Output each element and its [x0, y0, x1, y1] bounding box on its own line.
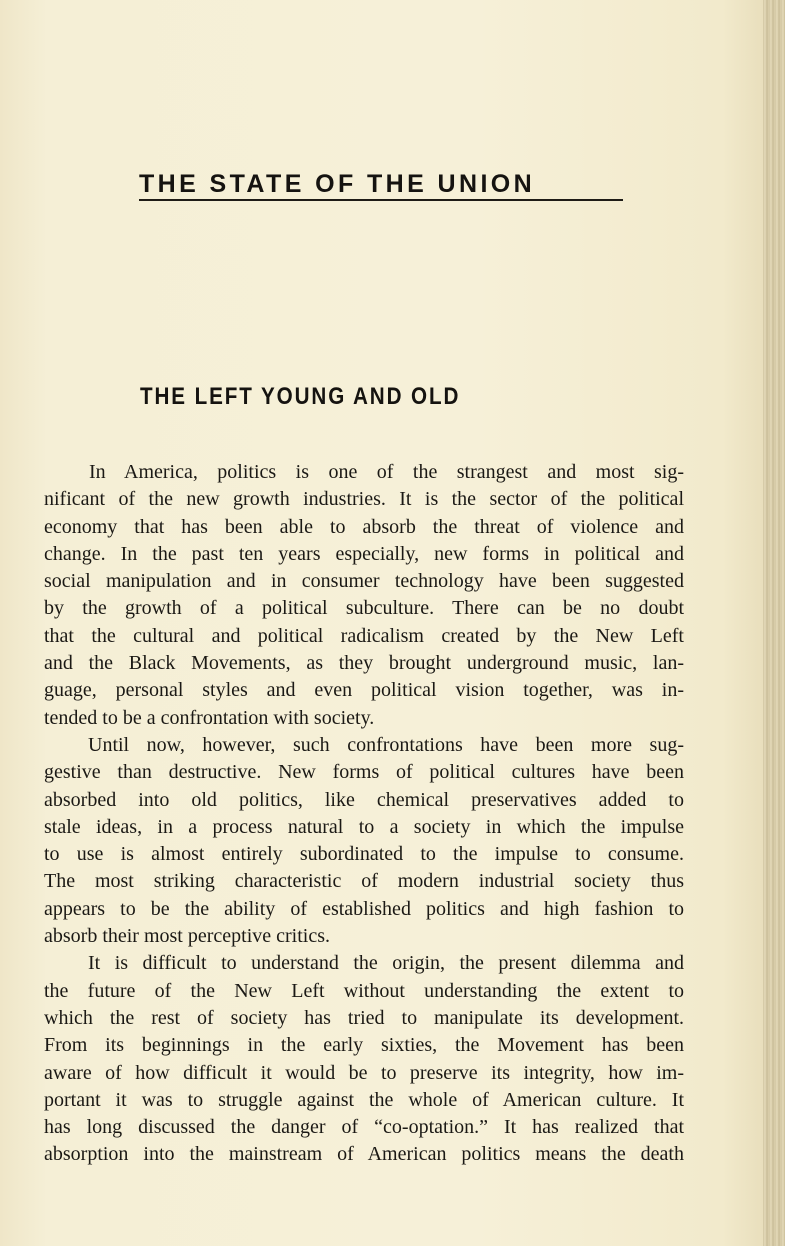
- text-line: to use is almost entirely subordinated to the impulse to consume.: [44, 843, 684, 866]
- text-line: change. In the past ten years especially, new forms in political and: [44, 542, 684, 565]
- text-line: absorb their most perceptive critics.: [44, 925, 331, 948]
- text-line: the future of the New Left without understanding the extent to: [44, 979, 684, 1002]
- text-line: social manipulation and in consumer technology have been suggested: [44, 570, 684, 593]
- text-line: that the cultural and political radicalism created by the New Left: [44, 624, 684, 647]
- show-through-text: [40, 118, 745, 378]
- text-line: Until now, however, such confrontations have been more sug-: [88, 733, 684, 756]
- title-underline: [139, 199, 623, 201]
- section-title: THE STATE OF THE UNION: [139, 170, 536, 198]
- text-line: portant it was to struggle against the whole of American culture. It: [44, 1088, 684, 1111]
- text-line: absorbed into old politics, like chemical preservatives added to: [44, 788, 684, 811]
- text-line: stale ideas, in a process natural to a society in which the impulse: [44, 815, 684, 838]
- text-line: guage, personal styles and even political vision together, was in-: [44, 679, 684, 702]
- text-line: absorption into the mainstream of American politics means the death: [44, 1143, 684, 1166]
- text-line: tended to be a confrontation with society.: [44, 706, 375, 729]
- body-text: [44, 459, 684, 1169]
- text-line: appears to be the ability of established politics and high fashion to: [44, 897, 684, 920]
- paragraph-2: [44, 732, 684, 950]
- text-line: and the Black Movements, as they brought underground music, lan-: [44, 652, 684, 675]
- text-line: has long discussed the danger of “co-optation.” It has realized that: [44, 1116, 684, 1139]
- text-line: nificant of the new growth industries. It is the sector of the political: [44, 488, 684, 511]
- text-line: which the rest of society has tried to manipulate its development.: [44, 1006, 684, 1029]
- text-line: From its beginnings in the early sixties, the Movement has been: [44, 1034, 684, 1057]
- paragraph-1: [44, 459, 684, 732]
- chapter-title: THE LEFT YOUNG AND OLD: [140, 383, 461, 410]
- text-line: economy that has been able to absorb the threat of violence and: [44, 515, 684, 538]
- text-line: gestive than destructive. New forms of political cultures have been: [44, 761, 684, 784]
- text-line: aware of how difficult it would be to preserve its integrity, how im-: [44, 1061, 684, 1084]
- text-line: by the growth of a political subculture. There can be no doubt: [44, 597, 684, 620]
- text-line: It is difficult to understand the origin, the present dilemma and: [88, 952, 684, 975]
- page-edge: [763, 0, 785, 1246]
- text-line: The most striking characteristic of modern industrial society thus: [44, 870, 684, 893]
- text-line: In America, politics is one of the strangest and most sig-: [89, 461, 684, 483]
- paragraph-3: [44, 950, 684, 1168]
